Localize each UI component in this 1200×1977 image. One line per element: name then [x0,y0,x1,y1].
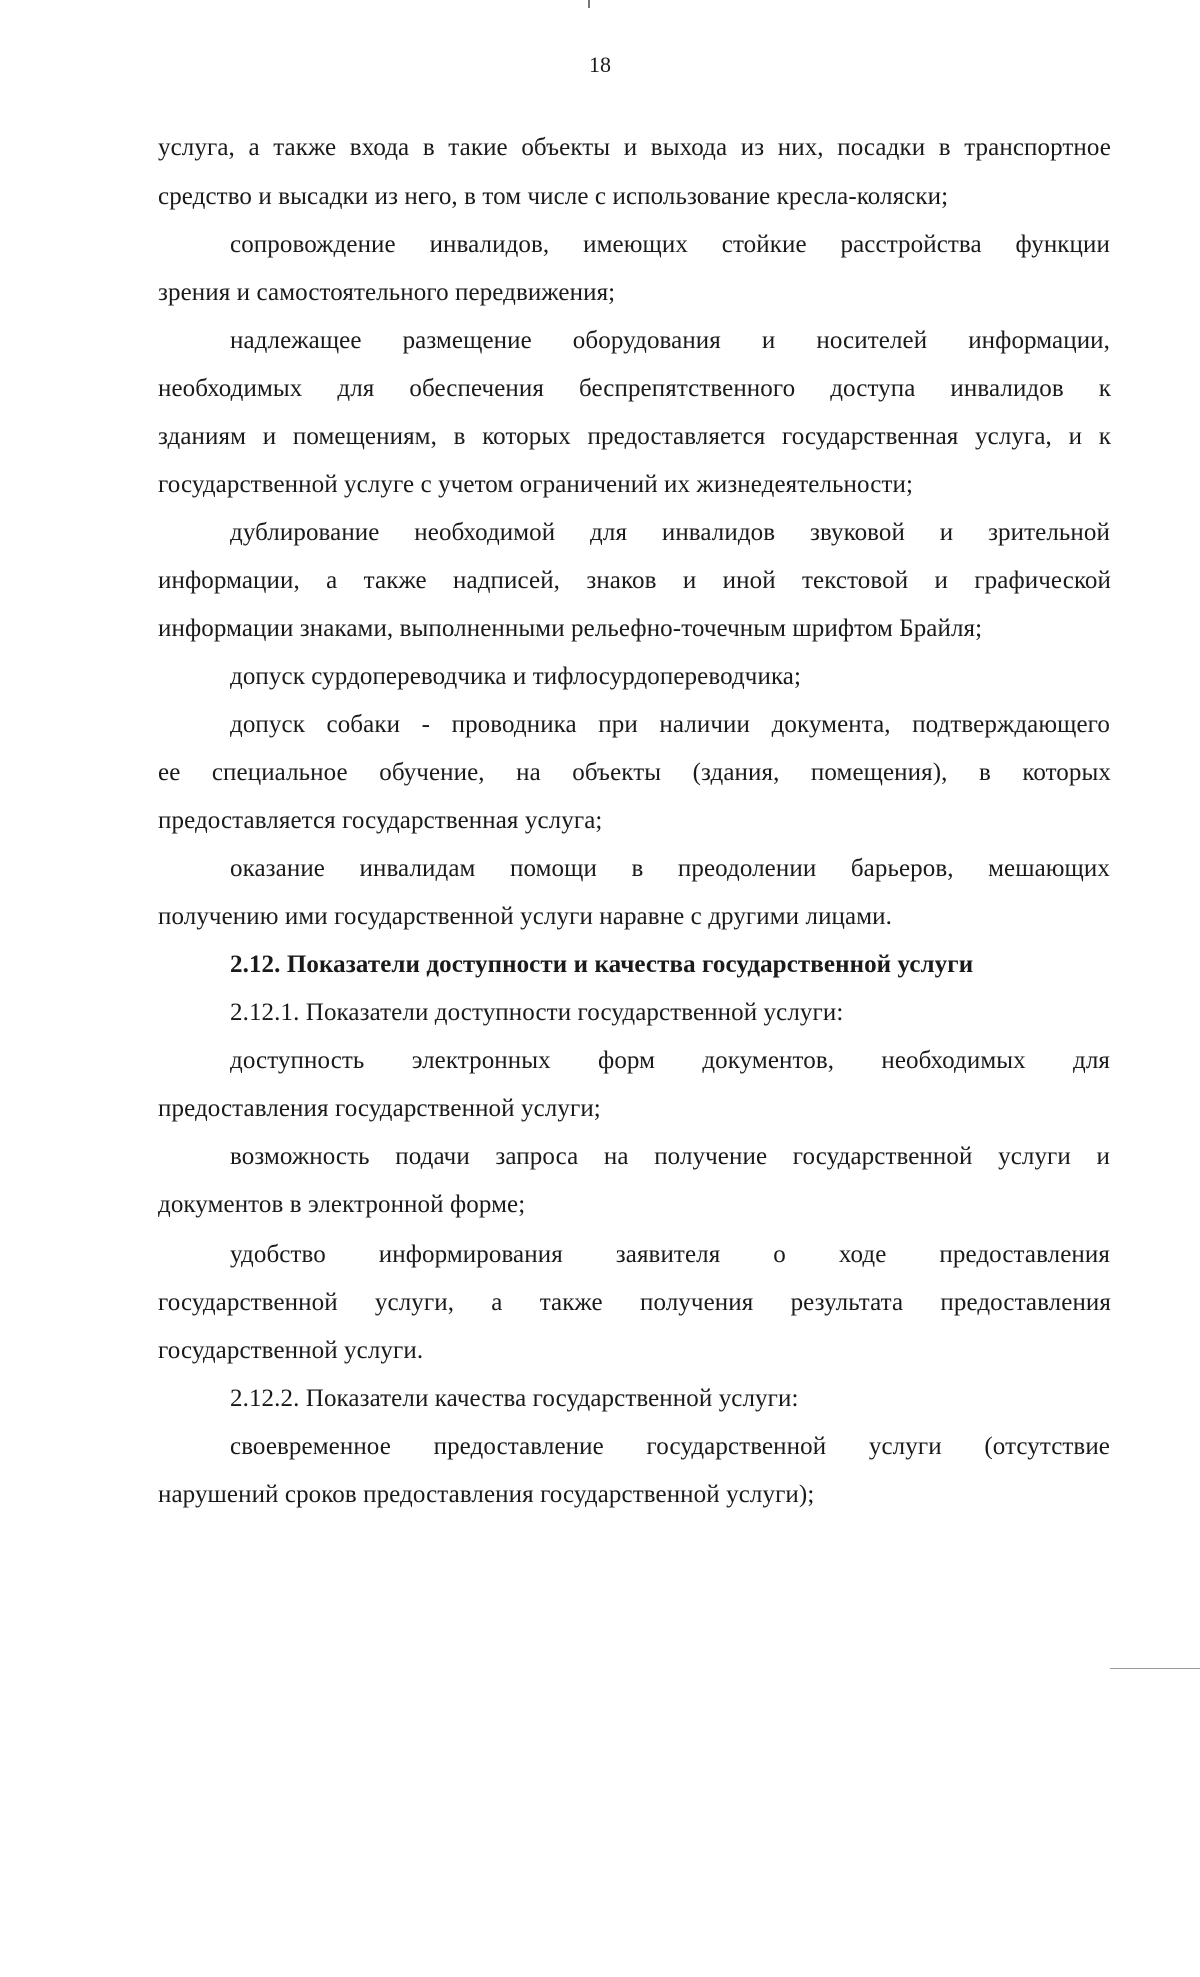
text-line: предоставления государственной услуги; [158,1095,601,1122]
text-line: предоставляется государственная услуга; [158,807,603,834]
text-line: средство и высадки из него, в том числе с использование кресла-коляски; [158,183,949,210]
text-line: своевременное предоставление государственной услуги (отсутствие [230,1433,1110,1460]
text-line: зрения и самостоятельного передвижения; [158,279,616,306]
text-line: государственной услуги, а также получения результата предоставления [158,1289,1111,1316]
text-line: информации, а также надписей, знаков и иной текстовой и графической [158,567,1111,594]
scan-artifact-right [1110,1668,1200,1669]
text-line: допуск сурдопереводчика и тифлосурдопереводчика; [230,663,802,690]
subsection-heading: 2.12.2. Показатели качества государственной услуги: [230,1385,799,1412]
text-line: оказание инвалидам помощи в преодолении барьеров, мешающих [230,855,1110,882]
text-line: государственной услуге с учетом ограничений их жизнедеятельности; [158,471,913,498]
text-line: получению ими государственной услуги наравне с другими лицами. [158,903,892,930]
text-line: зданиям и помещениям, в которых предоставляется государственная услуга, и к [158,423,1111,450]
text-line: документов в электронной форме; [158,1191,526,1218]
text-line: надлежащее размещение оборудования и носителей информации, [230,327,1110,354]
text-line: дублирование необходимой для инвалидов звуковой и зрительной [230,519,1110,546]
subsection-heading: 2.12.1. Показатели доступности государственной услуги: [230,999,844,1026]
section-heading: 2.12. Показатели доступности и качества государственной услуги [230,951,974,978]
text-line: удобство информирования заявителя о ходе предоставления [230,1241,1110,1268]
text-line: нарушений сроков предоставления государственной услуги); [158,1481,815,1508]
text-line: необходимых для обеспечения беспрепятственного доступа инвалидов к [158,375,1111,402]
scan-artifact-top [588,0,590,8]
text-line: информации знаками, выполненными рельефно-точечным шрифтом Брайля; [158,615,983,642]
text-line: допуск собаки - проводника при наличии документа, подтверждающего [230,711,1110,738]
text-line: доступность электронных форм документов, необходимых для [230,1047,1110,1074]
text-line: государственной услуги. [158,1337,424,1364]
text-line: сопровождение инвалидов, имеющих стойкие расстройства функции [230,231,1110,258]
page-number: 18 [589,52,611,77]
text-line: услуга, а также входа в такие объекты и выхода из них, посадки в транспортное [158,134,1111,161]
text-line: ее специальное обучение, на объекты (здания, помещения), в которых [158,759,1111,786]
text-line: возможность подачи запроса на получение государственной услуги и [230,1143,1110,1170]
